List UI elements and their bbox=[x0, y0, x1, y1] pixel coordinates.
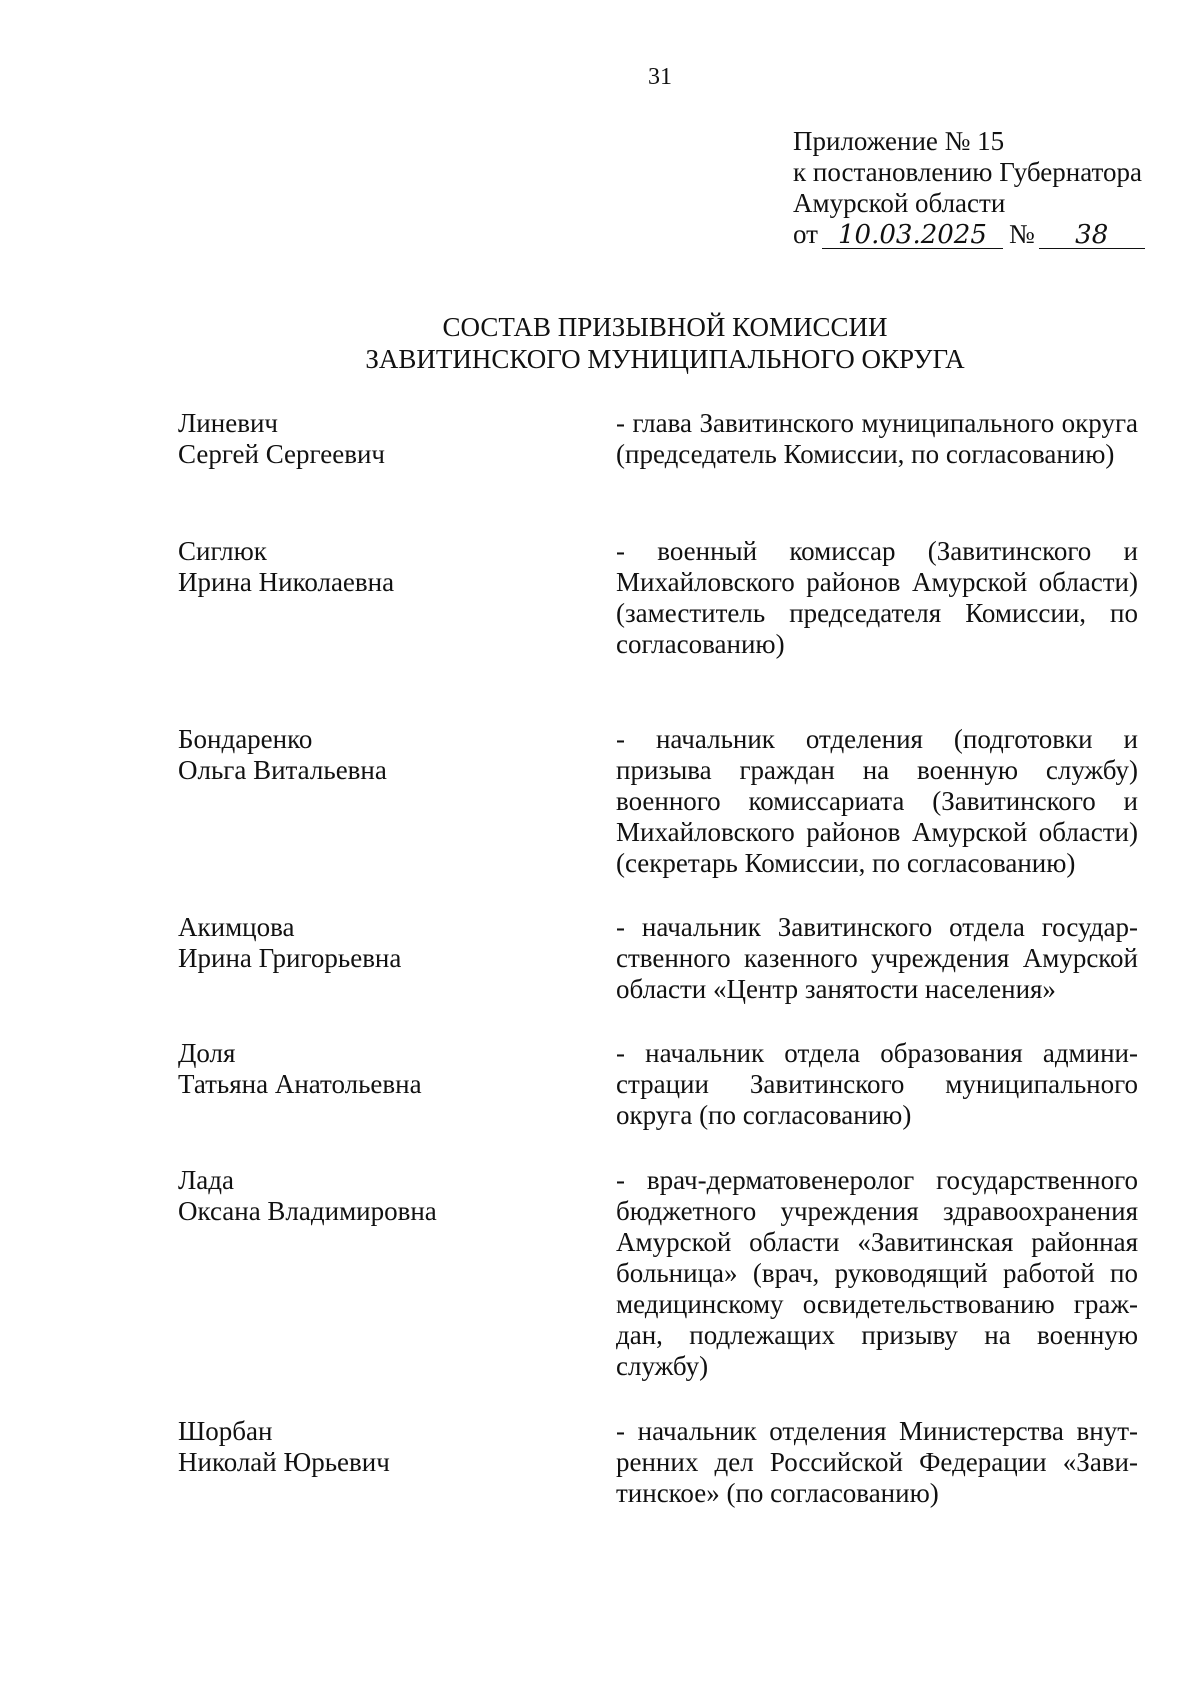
number-prefix: № bbox=[1008, 219, 1035, 249]
member-given-names: Сергей Сергеевич bbox=[178, 439, 386, 469]
appendix-title: Приложение № 15 bbox=[793, 126, 1005, 156]
member-given-names: Ольга Витальевна bbox=[178, 755, 387, 785]
member-role: - врач-дерматовенеролог государственного бюджетного учреждения здравоохранения Амурской области «Завитинская районная больница» (врач, руководящий работой по медицинскому освидетельствованию граждан, подлежащих призыву на военную службу) bbox=[616, 1165, 1138, 1381]
member-entry bbox=[178, 408, 1138, 470]
member-surname: Шорбан bbox=[178, 1416, 273, 1446]
member-surname: Доля bbox=[178, 1038, 236, 1068]
member-name bbox=[178, 912, 616, 974]
member-role: - военный комиссар (Завитинского и Михайловского районов Амурской области) (заместитель председателя Комиссии, по согласованию) bbox=[616, 536, 1138, 659]
member-name bbox=[178, 1165, 616, 1227]
document-title bbox=[0, 311, 1200, 375]
member-surname: Бондаренко bbox=[178, 724, 313, 754]
appendix-reference: к постановлению Губернатора bbox=[793, 157, 1142, 187]
title-line-2: ЗАВИТИНСКОГО МУНИЦИПАЛЬНОГО ОКРУГА bbox=[365, 344, 965, 374]
member-surname: Сиглюк bbox=[178, 536, 267, 566]
member-entry bbox=[178, 1416, 1138, 1509]
member-given-names: Оксана Владимировна bbox=[178, 1196, 437, 1226]
member-role: - глава Завитинского муниципального округа (председатель Комиссии, по согласованию) bbox=[616, 408, 1138, 469]
member-entry bbox=[178, 1165, 1138, 1382]
member-name bbox=[178, 1416, 616, 1478]
member-entry bbox=[178, 1038, 1138, 1131]
title-line-1: СОСТАВ ПРИЗЫВНОЙ КОМИССИИ bbox=[442, 312, 888, 342]
member-given-names: Татьяна Анатольевна bbox=[178, 1069, 422, 1099]
handwritten-date: 10.03.2025 bbox=[822, 222, 1003, 249]
date-prefix: от bbox=[793, 219, 818, 249]
member-name bbox=[178, 408, 616, 470]
member-entry bbox=[178, 724, 1138, 879]
member-role: - начальник Завитинского отдела государственного казенного учреждения Амурской области «Центр занятости населения» bbox=[616, 912, 1138, 1004]
members-list bbox=[178, 408, 1138, 1509]
member-name bbox=[178, 1038, 616, 1100]
appendix-date-line bbox=[793, 219, 1173, 250]
member-given-names: Ирина Николаевна bbox=[178, 567, 395, 597]
member-given-names: Ирина Григорьевна bbox=[178, 943, 402, 973]
member-surname: Линевич bbox=[178, 408, 278, 438]
member-entry bbox=[178, 912, 1138, 1005]
member-name bbox=[178, 536, 616, 598]
member-entry bbox=[178, 536, 1138, 660]
member-given-names: Николай Юрьевич bbox=[178, 1447, 390, 1477]
appendix-block bbox=[793, 126, 1173, 250]
member-name bbox=[178, 724, 616, 786]
appendix-region: Амурской области bbox=[793, 188, 1006, 218]
member-surname: Акимцова bbox=[178, 912, 295, 942]
member-surname: Лада bbox=[178, 1165, 235, 1195]
member-role: - начальник отдела образования администрации Завитинского муниципального округа (по согласованию) bbox=[616, 1038, 1138, 1130]
member-role: - начальник отделения Министерства внутренних дел Российской Федерации «Завитинское» (по согласованию) bbox=[616, 1416, 1138, 1508]
page-number: 31 bbox=[648, 64, 672, 90]
handwritten-number: 38 bbox=[1039, 222, 1145, 249]
member-role: - начальник отделения (подготовки и призыва граждан на военную службу) военного комиссариата (Завитинского и Михайловского районов Амурской области) (секретарь Комиссии, по согласованию) bbox=[616, 724, 1138, 878]
